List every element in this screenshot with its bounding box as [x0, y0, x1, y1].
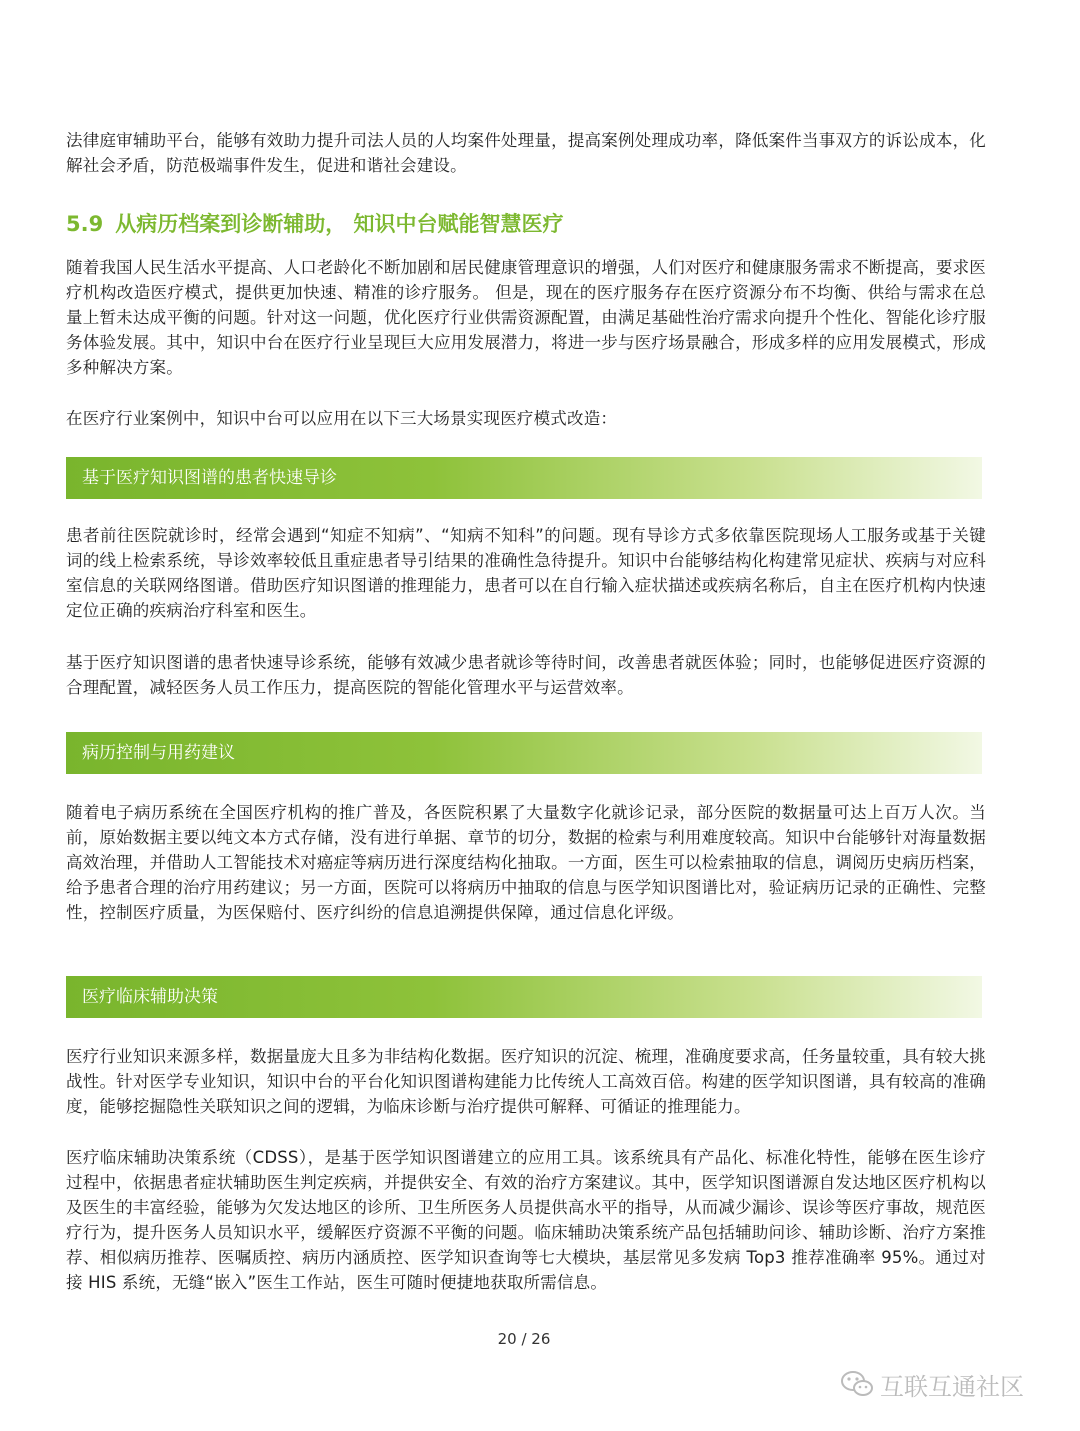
watermark	[840, 1366, 1024, 1402]
records-paragraph-1: 随着电子病历系统在全国医疗机构的推广普及，各医院积累了大量数字化就诊记录，部分医院的数据量可达上百万人次。当前，原始数据主要以纯文本方式存储，没有进行单据、章节的切分，数据的检索与利用难度较高。知识中台能够针对海量数据高效治理，并借助人工智能技术对癌症等病历进行深度结构化抽取。一方面，医生可以检索抽取的信息，调阅历史病历档案，给予患者合理的治疗用药建议；另一方面，医院可以将病历中抽取的信息与医学知识图谱比对，验证病历记录的正确性、完整性，控制医疗质量，为医保赔付、医疗纠纷的信息追溯提供保障，通过信息化评级。	[66, 803, 986, 922]
subsection-heading-cdss: 医疗临床辅助决策	[82, 987, 218, 1007]
section-paragraph-1: 随着我国人民生活水平提高、人口老龄化不断加剧和居民健康管理意识的增强，人们对医疗和健康服务需求不断提高，要求医疗机构改造医疗模式，提供更加快速、精准的诊疗服务。 但是，现在的医疗服务存在医疗资源分布不均衡、供给与需求在总量上暂未达成平衡的问题。针对这一问题，优化医疗行业供需资源配置，由满足基础性治疗需求向提升个性化、智能化诊疗服务体验发展。其中，知识中台在医疗行业呈现巨大应用发展潜力，将进一步与医疗场景融合，形成多样的应用发展模式，形成多种解决方案。	[66, 258, 986, 377]
section-title-text: 从病历档案到诊断辅助， 知识中台赋能智慧医疗	[115, 212, 564, 236]
cdss-paragraph-1: 医疗行业知识来源多样，数据量庞大且多为非结构化数据。医疗知识的沉淀、梳理，准确度要求高，任务量较重，具有较大挑战性。针对医学专业知识，知识中台的平台化知识图谱构建能力比传统人工高效百倍。构建的医学知识图谱，具有较高的准确度，能够挖掘隐性关联知识之间的逻辑，为临床诊断与治疗提供可解释、可循证的推理能力。	[66, 1047, 986, 1116]
section-paragraph-2: 在医疗行业案例中，知识中台可以应用在以下三大场景实现医疗模式改造：	[66, 409, 618, 428]
cdss-paragraph-2: 医疗临床辅助决策系统（CDSS），是基于医学知识图谱建立的应用工具。该系统具有产品化、标准化特性，能够在医生诊疗过程中，依据患者症状辅助医生判定疾病，并提供安全、有效的治疗方案建议。其中，医学知识图谱源自发达地区医疗机构以及医生的丰富经验，能够为欠发达地区的诊所、卫生所医务人员提供高水平的指导，从而减少漏诊、误诊等医疗事故，规范医疗行为，提升医务人员知识水平，缓解医疗资源不平衡的问题。临床辅助决策系统产品包括辅助问诊、辅助诊断、治疗方案推荐、相似病历推荐、医嘱质控、病历内涵质控、医学知识查询等七大模块，基层常见多发病 Top3 推荐准确率 95%。通过对接 HIS 系统，无缝“嵌入”医生工作站，医生可随时便捷地获取所需信息。	[66, 1148, 986, 1292]
subsection-banner-cdss	[66, 976, 982, 1018]
page-number: 20 / 26	[497, 1330, 551, 1348]
wechat-icon	[840, 1369, 874, 1399]
section-title	[66, 209, 986, 239]
watermark-text: 互联互通社区	[880, 1372, 1024, 1401]
subsection-banner-records	[66, 732, 982, 774]
section-number: 5.9	[66, 212, 104, 236]
intro-paragraph: 法律庭审辅助平台，能够有效助力提升司法人员的人均案件处理量，提高案例处理成功率，降低案件当事双方的诉讼成本，化解社会矛盾，防范极端事件发生，促进和谐社会建设。	[66, 131, 986, 175]
triage-paragraph-2: 基于医疗知识图谱的患者快速导诊系统，能够有效减少患者就诊等待时间，改善患者就医体验；同时，也能够促进医疗资源的合理配置，减轻医务人员工作压力，提高医院的智能化管理水平与运营效率。	[66, 653, 986, 697]
subsection-heading-records: 病历控制与用药建议	[82, 743, 235, 763]
subsection-heading-triage: 基于医疗知识图谱的患者快速导诊	[82, 468, 337, 488]
triage-paragraph-1: 患者前往医院就诊时，经常会遇到“知症不知病”、“知病不知科”的问题。现有导诊方式多依靠医院现场人工服务或基于关键词的线上检索系统，导诊效率较低且重症患者导引结果的准确性急待提升。知识中台能够结构化构建常见症状、疾病与对应科室信息的关联网络图谱。借助医疗知识图谱的推理能力，患者可以在自行输入症状描述或疾病名称后，自主在医疗机构内快速定位正确的疾病治疗科室和医生。	[66, 526, 986, 620]
subsection-banner-triage	[66, 457, 982, 499]
